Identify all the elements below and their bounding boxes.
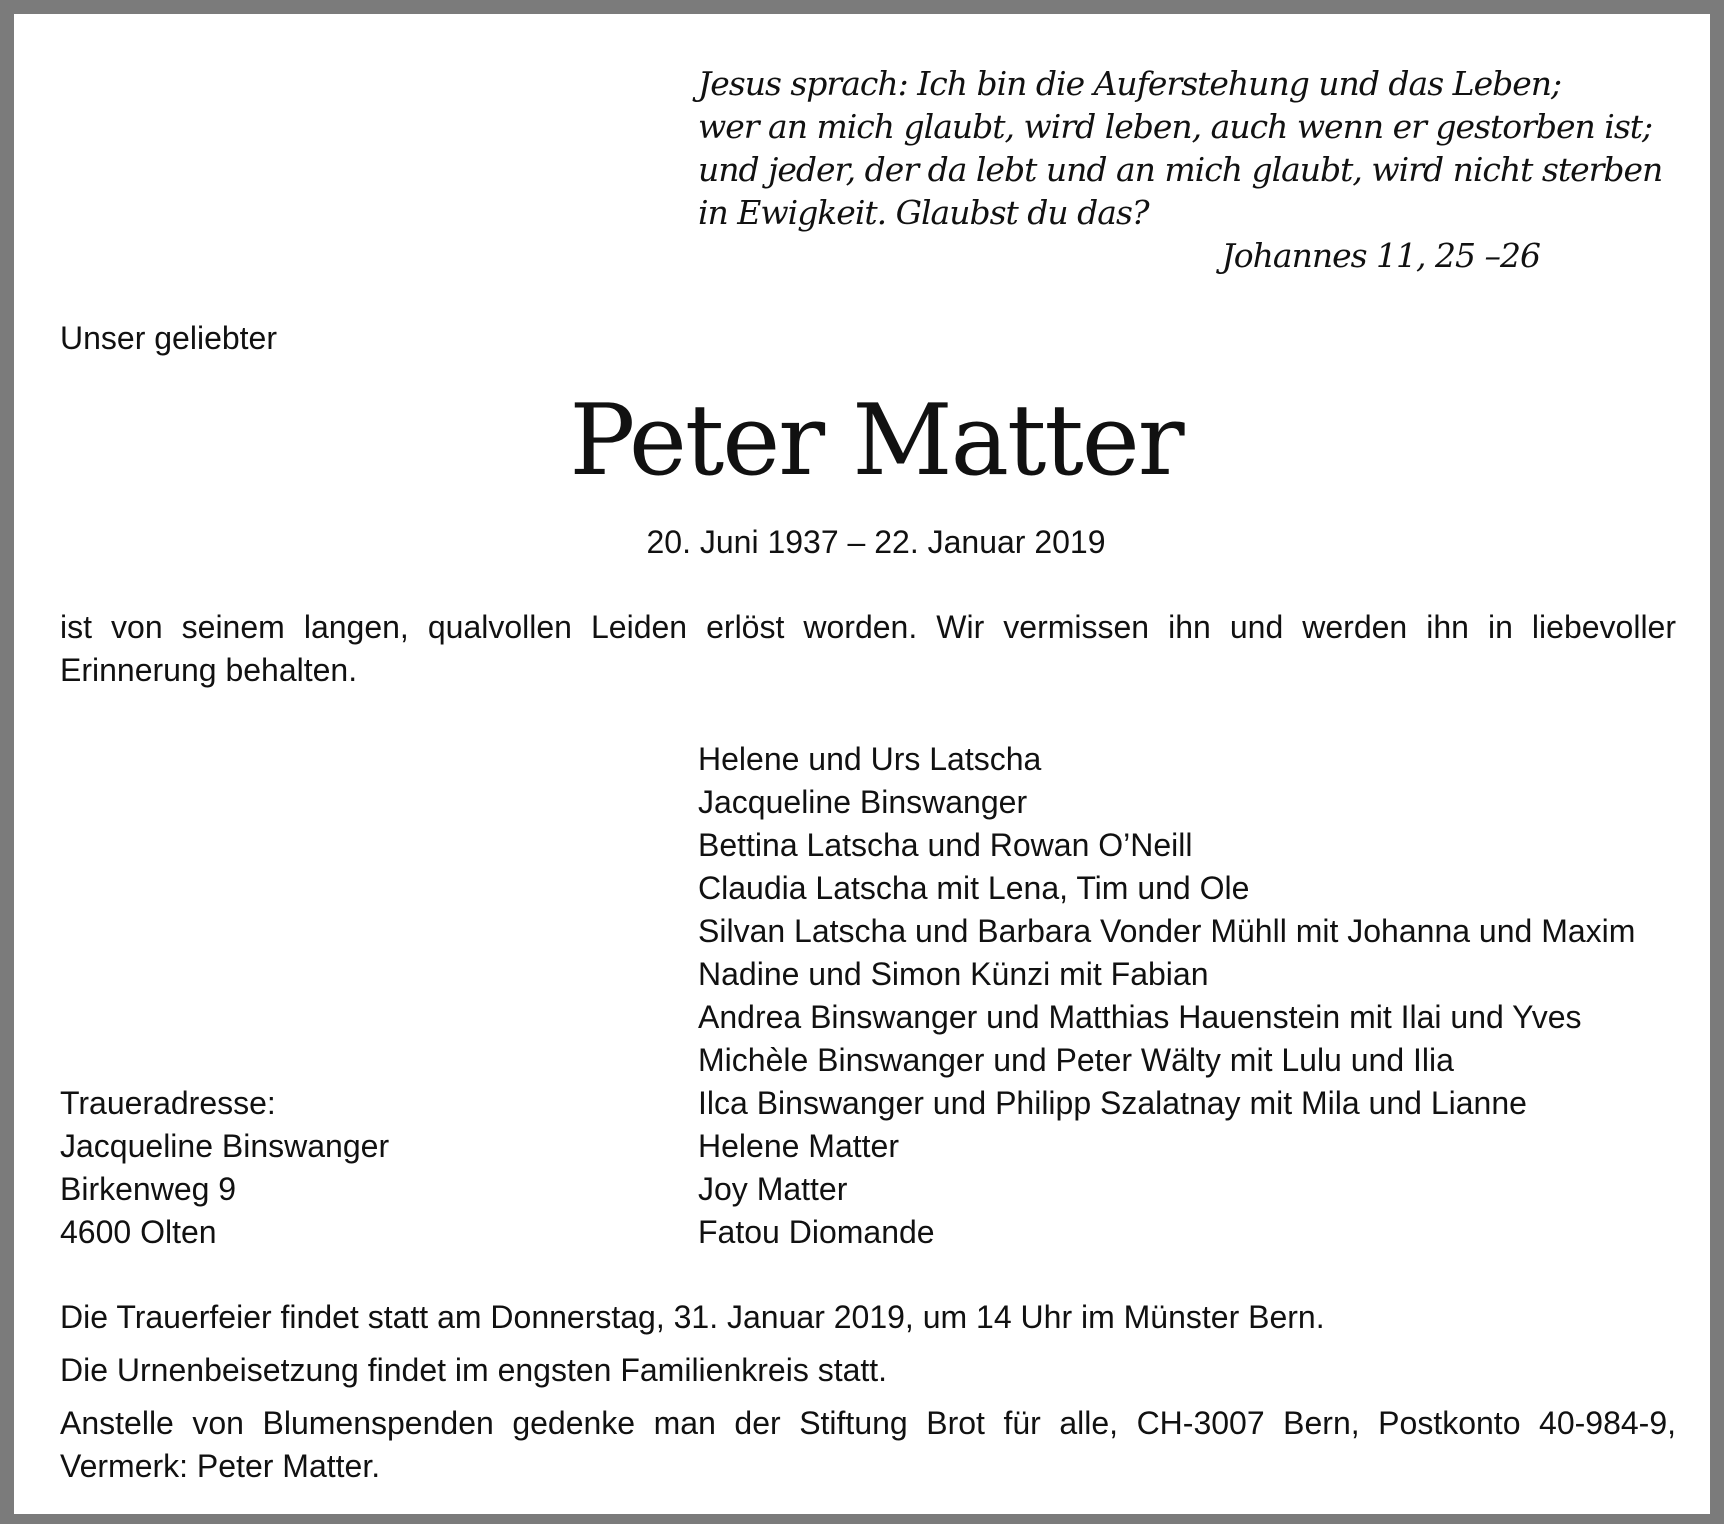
verse-line: wer an mich glaubt, wird leben, auch wenn er gestorben ist; <box>698 107 1653 146</box>
verse-line: Jesus sprach: Ich bin die Auferstehung und das Leben; <box>698 64 1562 103</box>
mourner-entry: Nadine und Simon Künzi mit Fabian <box>698 956 1209 992</box>
mourner-entry: Joy Matter <box>698 1171 848 1207</box>
mourning-address <box>60 1082 389 1254</box>
intro-text: Unser geliebter <box>60 320 277 356</box>
address-street: Birkenweg 9 <box>60 1171 237 1207</box>
bible-verse <box>698 62 1663 277</box>
verse-line: in Ewigkeit. Glaubst du das? <box>698 193 1149 232</box>
mourner-entry: Helene und Urs Latscha <box>698 741 1042 777</box>
address-label: Traueradresse: <box>60 1085 276 1121</box>
deceased-name: Peter Matter <box>569 384 1183 498</box>
mourner-entry: Claudia Latscha mit Lena, Tim und Ole <box>698 870 1250 906</box>
footer-notes <box>60 1296 1676 1498</box>
mourner-entry: Helene Matter <box>698 1128 899 1164</box>
mourner-entry: Michèle Binswanger und Peter Wälty mit Lulu und Ilia <box>698 1042 1454 1078</box>
donation-note: Anstelle von Blumenspenden gedenke man der Stiftung Brot für alle, CH-3007 Bern, Postkonto 40-984-9, Vermerk: Peter Matter. <box>60 1405 1676 1484</box>
address-name: Jacqueline Binswanger <box>60 1128 390 1164</box>
urn-burial-note: Die Urnenbeisetzung findet im engsten Familienkreis statt. <box>60 1352 888 1388</box>
body-text: ist von seinem langen, qualvollen Leiden erlöst worden. Wir vermissen ihn und werden ihn in liebevoller Erinnerung behalten. <box>60 609 1676 688</box>
mourners-list <box>698 738 1635 1254</box>
life-dates: 20. Juni 1937 – 22. Januar 2019 <box>646 524 1106 560</box>
mourner-entry: Ilca Binswanger und Philipp Szalatnay mit Mila und Lianne <box>698 1085 1527 1121</box>
verse-line: und jeder, der da lebt und an mich glaubt, wird nicht sterben <box>698 150 1663 189</box>
mourner-entry: Andrea Binswanger und Matthias Hauenstein mit Ilai und Yves <box>698 999 1582 1035</box>
mourner-entry: Silvan Latscha und Barbara Vonder Mühll mit Johanna und Maxim <box>698 913 1636 949</box>
address-city: 4600 Olten <box>60 1214 217 1250</box>
mourner-entry: Fatou Diomande <box>698 1214 935 1250</box>
mourner-entry: Bettina Latscha und Rowan O’Neill <box>698 827 1193 863</box>
mourner-entry: Jacqueline Binswanger <box>698 784 1028 820</box>
funeral-service-note: Die Trauerfeier findet statt am Donnerstag, 31. Januar 2019, um 14 Uhr im Münster Bern. <box>60 1299 1325 1335</box>
verse-reference: Johannes 11, 25 –26 <box>1221 236 1540 275</box>
